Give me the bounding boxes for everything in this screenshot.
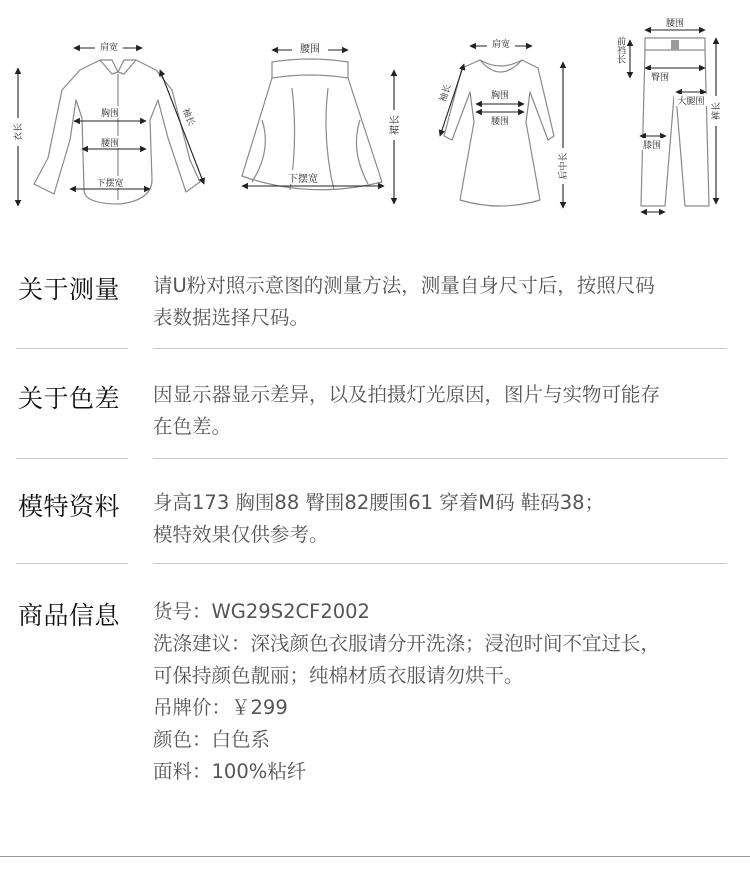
product-sku: 货号：WG29S2CF2002 <box>153 600 370 623</box>
skirt-waist-label: 腰围 <box>300 44 320 55</box>
shirt-sleeve-label: 袖长 <box>179 107 196 128</box>
section-title: 模特资料 <box>18 492 121 521</box>
body-line: 在色差。 <box>153 415 232 438</box>
washing-advice: 可保持颜色靓丽；纯棉材质衣服请勿烘干。 <box>153 664 524 687</box>
dress-sleeve-label: 袖长 <box>438 83 454 104</box>
product-fabric: 面料：100%粘纤 <box>153 760 307 783</box>
section-color-difference <box>0 379 750 459</box>
pants-waist-label: 腰围 <box>665 19 685 29</box>
divider <box>16 458 128 459</box>
section-product-info <box>0 596 750 796</box>
body-line: 表数据选择尺码。 <box>153 306 310 329</box>
dress-diagram <box>437 37 570 208</box>
shirt-waist-label: 腰围 <box>100 139 120 149</box>
tag-price: 吊牌价：￥299 <box>153 696 288 719</box>
shirt-sleeve-line <box>160 70 204 184</box>
divider <box>153 458 727 459</box>
product-color: 颜色：白色系 <box>153 728 271 751</box>
section-title: 关于测量 <box>18 275 121 304</box>
pants-hip-label: 臀围 <box>650 73 670 83</box>
shirt-hem-label: 下摆宽 <box>96 179 124 189</box>
section-body <box>153 270 733 334</box>
divider <box>16 348 128 349</box>
section-body <box>153 379 733 443</box>
pants-knee-label: 膝围 <box>642 141 662 151</box>
body-line: 身高173 胸围88 臀围82腰围61 穿着M码 鞋码38； <box>153 491 605 514</box>
body-line: 请U粉对照示意图的测量方法，测量自身尺寸后，按照尺码 <box>153 274 655 297</box>
dress-shoulder-label: 肩宽 <box>491 40 511 50</box>
body-line: 因显示器显示差异，以及拍摄灯光原因，图片与实物可能存 <box>153 383 661 406</box>
divider <box>16 563 128 564</box>
pants-diagram <box>615 16 723 212</box>
shirt-chest-label: 胸围 <box>100 109 120 119</box>
shirt-shoulder-label: 肩宽 <box>99 43 119 53</box>
pants-button <box>671 40 679 50</box>
section-measurement <box>0 270 750 350</box>
pants-front-rise-label: 前裆长 <box>615 36 625 64</box>
measurement-diagrams-svg <box>0 0 750 230</box>
divider <box>153 348 727 349</box>
washing-advice: 洗涤建议：深浅颜色衣服请分开洗涤；浸泡时间不宜过长， <box>153 632 661 655</box>
dress-back-length-label: 后中长 <box>559 152 569 180</box>
body-line: 模特效果仅供参考。 <box>153 523 329 546</box>
dress-chest-label: 胸围 <box>490 91 510 101</box>
skirt-diagram <box>242 41 402 204</box>
shirt-diagram <box>11 40 204 206</box>
section-title: 关于色差 <box>18 384 121 413</box>
skirt-length-label: 裙长 <box>390 115 401 135</box>
section-body <box>153 596 733 788</box>
skirt-waistband <box>272 59 348 78</box>
pants-thigh-label: 大腿围 <box>677 97 705 107</box>
section-title: 商品信息 <box>18 601 121 630</box>
section-body <box>153 487 733 551</box>
section-model-info <box>0 487 750 567</box>
dress-outline <box>444 60 554 206</box>
pants-length-label: 裤长 <box>712 101 722 121</box>
divider <box>153 563 727 564</box>
dress-waist-label: 腰围 <box>490 117 510 127</box>
measurement-diagrams <box>0 0 750 230</box>
skirt-hem-label: 下摆宽 <box>288 174 318 185</box>
bottom-divider <box>0 856 750 857</box>
shirt-length-label: 衣长 <box>14 122 24 142</box>
